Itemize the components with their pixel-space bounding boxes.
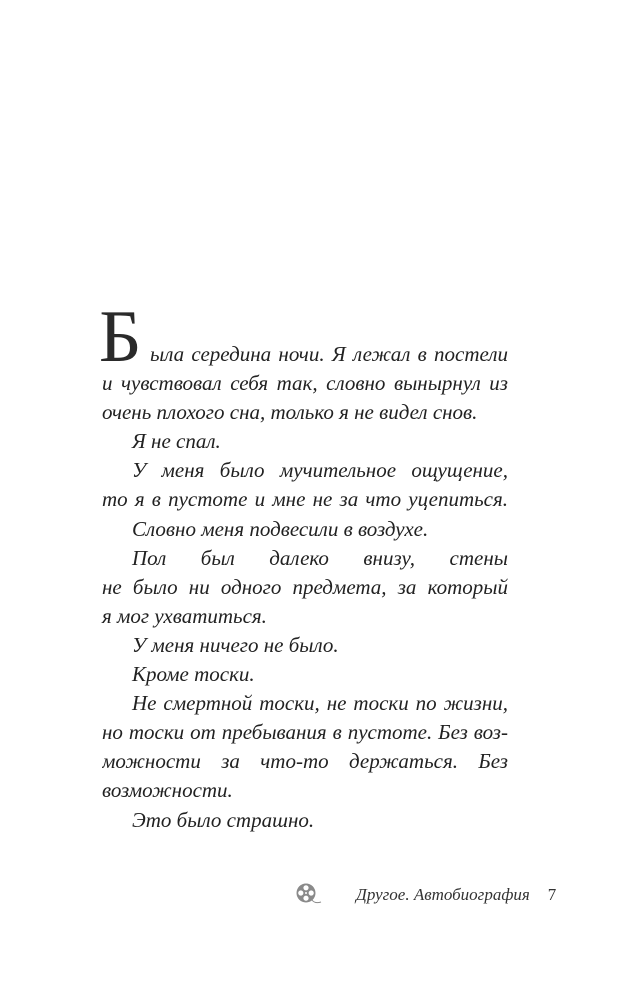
page-number: 7 bbox=[547, 885, 557, 904]
text-line: У меня было мучительное ощущение, bbox=[132, 458, 508, 483]
text-line: и чувствовал себя так, словно вынырнул из bbox=[102, 371, 508, 396]
text-line: Это было страшно. bbox=[132, 807, 315, 832]
text-line: то я в пустоте и мне не за что уцепиться. bbox=[102, 487, 508, 512]
text-line: У меня ничего не было. bbox=[132, 632, 339, 657]
text-line: я мог ухватиться. bbox=[102, 603, 267, 628]
text-line: можности за что-то держаться. Без bbox=[102, 749, 508, 774]
page-footer bbox=[296, 880, 556, 910]
drop-cap: Б bbox=[99, 296, 142, 379]
text-line: возможности. bbox=[102, 778, 233, 803]
film-reel-icon bbox=[296, 883, 322, 907]
text-line: Не смертной тоски, не тоски по жизни, bbox=[132, 691, 508, 716]
text-line-content: ыла середина ночи. Я лежал в постели bbox=[150, 342, 508, 366]
text-line: Я не спал. bbox=[132, 429, 221, 454]
text-line: но тоски от пребывания в пустоте. Без воз- bbox=[102, 720, 508, 745]
text-line: Словно меня подвесили в воздухе. bbox=[132, 516, 429, 541]
text-line: Пол был далеко внизу, стены bbox=[132, 545, 508, 570]
text-line: очень плохого сна, только я не видел снов. bbox=[102, 400, 478, 425]
text-line: Кроме тоски. bbox=[132, 662, 255, 687]
text-line: не было ни одного предмета, за который bbox=[102, 574, 508, 599]
text-line bbox=[99, 296, 508, 379]
body-text bbox=[99, 296, 508, 835]
running-title: Другое. Автобиография bbox=[356, 885, 530, 904]
